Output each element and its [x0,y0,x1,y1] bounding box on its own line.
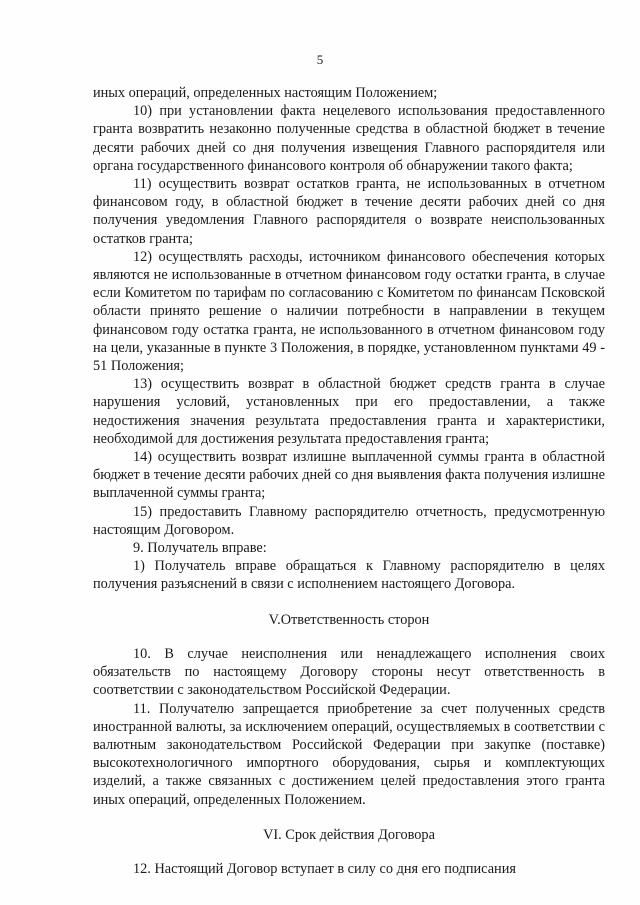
paragraph-obligation-10: 10) при установлении факта нецелевого использования предоставленного гранта возвратить незаконно полученные средства в областной бюджет в течение десяти рабочих дней со дня получения извещения Главного распорядителя или органа государственного финансового контроля об обнаружении такого факта; [93,103,605,174]
paragraph-clause-9-1: 1) Получатель вправе обращаться к Главному распорядителю в целях получения разъяснений в связи с исполнением настоящего Договора. [93,558,605,593]
paragraph-obligation-14: 14) осуществить возврат излишне выплаченной суммы гранта в областной бюджет в течение десяти рабочих дней со дня выявления факта получения излишне выплаченной суммы гранта; [93,449,605,502]
section-heading-v: V.Ответственность сторон [268,611,430,628]
paragraph-clause-11: 11. Получателю запрещается приобретение за счет полученных средств иностранной валюты, за исключением операций, осуществляемых в соответствии с валютным законодательством Российской Федерации при закупке (поставке) высокотехнологичного импортного оборудования, сырья и комплектующих изделий, а также связанных с достижением целей предоставления этого гранта иных операций, определенных Положением. [93,700,605,808]
paragraph-obligation-11: 11) осуществить возврат остатков гранта, не использованных в отчетном финансовом году, в областной бюджет в течение десяти рабочих дней со дня получения уведомления Главного распорядителя о возврате неиспользованных остатков гранта; [93,176,605,247]
paragraph-obligation-12: 12) осуществлять расходы, источником финансового обеспечения которых являются не использованные в отчетном финансовом году остатки гранта, в случае если Комитетом по тарифам по согласованию с Комитетом по финансам Псковской области принято решение о наличии потребности в направлении в текущем финансовом году остатка гранта, не использованного в отчетном финансовом году на цели, указанные в пункте 3 Положения, в порядке, установленном пунктами 49 - 51 Положения; [93,248,605,375]
page-number: 5 [316,52,324,67]
paragraph-continuation: иных операций, определенных настоящим Положением; [93,85,438,101]
paragraph-clause-10: 10. В случае неисполнения или ненадлежащего исполнения своих обязательств по настоящему Договору стороны несут ответственность в соответствии с законодательством Российской Федерации. [93,645,605,699]
section-heading-vi: VI. Срок действия Договора [263,826,435,843]
paragraph-clause-9: 9. Получатель вправе: [133,540,267,557]
paragraph-obligation-13: 13) осуществить возврат в областной бюджет средств гранта в случае нарушения условий, установленных при его предоставлении, а также недостижения значения результата предоставления гранта и характеристики, необходимой для достижения результата предоставления гранта; [93,376,605,447]
paragraph-clause-12: 12. Настоящий Договор вступает в силу со дня его подписания [133,860,516,877]
paragraph-obligation-15: 15) предоставить Главному распорядителю отчетность, предусмотренную настоящим Договором. [93,503,605,538]
document-body [93,84,605,878]
